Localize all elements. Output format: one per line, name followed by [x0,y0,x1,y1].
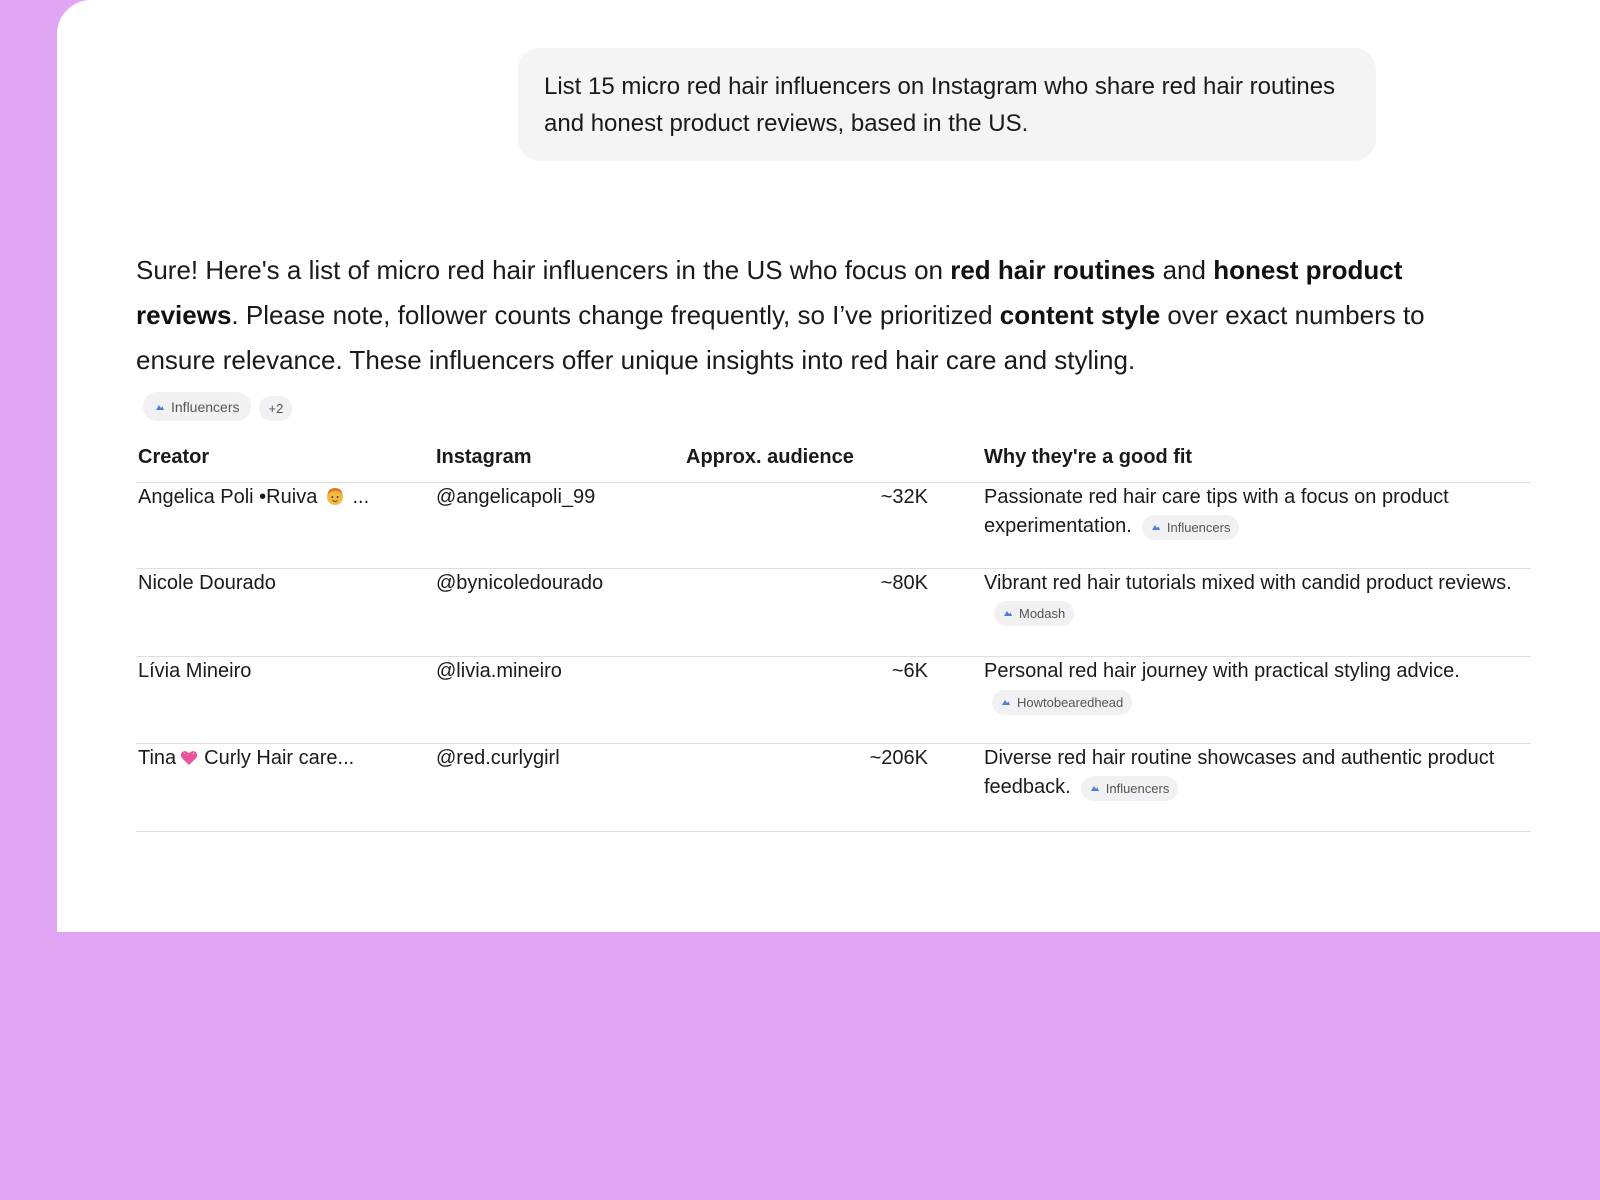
creator-cell [136,483,436,569]
creator-cell [136,657,436,744]
source-chip[interactable] [1081,776,1179,801]
creator-name: Lívia Mineiro [138,660,252,682]
creator-name-suffix: ... [352,486,370,508]
fit-text: Vibrant red hair tutorials mixed with candid product reviews. [984,572,1512,594]
source-icon [1003,609,1013,617]
instagram-handle[interactable]: @bynicoledourado [436,569,686,657]
table-row [136,657,1531,744]
user-message-bubble [518,48,1376,161]
creator-name: Angelica Poli •Ruiva [138,486,318,508]
creator-cell [136,569,436,657]
reply-text-3: . Please note, follower counts change frequently, so I’ve prioritized [231,300,1000,330]
audience-value: ~32K [686,483,928,569]
fit-cell [928,744,1531,832]
source-chip-label: Influencers [1166,519,1231,535]
chat-panel [57,0,1600,932]
fit-cell [928,483,1531,569]
source-chip[interactable] [992,690,1132,715]
creator-name: Nicole Dourado [138,572,276,594]
source-icon [1151,523,1161,531]
instagram-handle[interactable]: @livia.mineiro [436,657,686,744]
more-sources-label: +2 [268,400,284,416]
source-icon [155,403,165,411]
fit-text: Personal red hair journey with practical styling advice. [984,660,1460,682]
table-row [136,483,1531,569]
source-chip-label: Influencers [1105,780,1170,796]
source-chips [143,392,292,421]
reply-bold-content-style: content style [999,300,1161,330]
header-creator: Creator [136,432,436,483]
source-icon [1090,784,1100,792]
reply-text-4: over exact numbers to ensure relevance. These influencers offer unique insights into red hair care and styling. [136,300,1425,375]
source-chip-label: Modash [1019,605,1066,621]
creator-name: Tina [138,747,177,769]
reply-text-1: Sure! Here's a list of micro red hair influencers in the US who focus on [136,255,951,285]
reply-text-2: and [1155,255,1214,285]
header-audience: Approx. audience [686,432,928,483]
source-chip[interactable] [994,601,1074,626]
source-chip-label: Howtobearedhead [1017,694,1124,710]
reply-bold-routines: red hair routines [950,255,1156,285]
woman-face-emoji-icon [325,486,345,506]
table-row [136,744,1531,832]
creator-cell [136,744,436,832]
instagram-handle[interactable]: @red.curlygirl [436,744,686,832]
fit-text: Passionate red hair care tips with a focus on product experimentation. [984,486,1449,537]
audience-value: ~206K [686,744,928,832]
source-chip[interactable] [1142,515,1240,540]
audience-value: ~80K [686,569,928,657]
reply-bold-reviews: honest product reviews [136,255,1403,330]
assistant-reply [136,248,1476,383]
user-message-text: List 15 micro red hair influencers on Instagram who share red hair routines and honest product reviews, based in the US. [544,73,1336,137]
source-icon [1001,698,1011,706]
creator-name-suffix: Curly Hair care... [204,747,355,769]
table-header-row [136,432,1531,483]
fit-cell [928,569,1531,657]
instagram-handle[interactable]: @angelicapoli_99 [436,483,686,569]
header-fit: Why they're a good fit [928,432,1531,483]
influencer-table [136,432,1531,832]
header-instagram: Instagram [436,432,686,483]
fit-cell [928,657,1531,744]
audience-value: ~6K [686,657,928,744]
fit-text: Diverse red hair routine showcases and authentic product feedback. [984,747,1495,798]
table-row [136,569,1531,657]
source-chip-influencers[interactable] [143,392,251,421]
more-sources-chip[interactable] [259,396,292,421]
pink-heart-emoji-icon [180,746,198,762]
source-chip-label: Influencers [171,398,240,415]
